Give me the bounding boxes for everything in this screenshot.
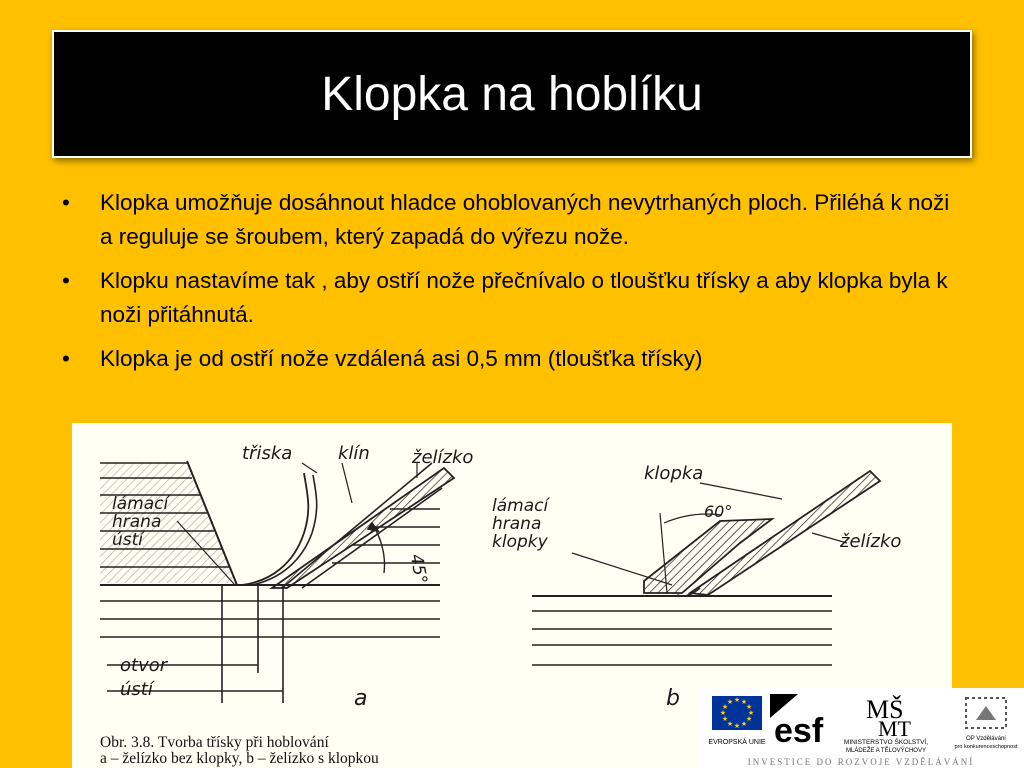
svg-text:★: ★ xyxy=(740,699,748,706)
logos-drawing xyxy=(698,688,1024,756)
svg-text:★: ★ xyxy=(733,697,741,704)
label-lamaci-a-3: ústí xyxy=(112,530,144,550)
label-zelizko-b: želízko xyxy=(840,531,902,552)
svg-text:★: ★ xyxy=(733,723,741,730)
msmt-line1: MINISTERSTVO ŠKOLSTVÍ, xyxy=(843,739,929,746)
esf-logo-icon xyxy=(770,694,828,750)
bullet-list xyxy=(62,186,962,386)
svg-text:★: ★ xyxy=(726,699,734,706)
svg-text:MT: MT xyxy=(878,716,911,741)
label-lamaci-b-1: lámací xyxy=(492,496,549,516)
footer-strip: INVESTICE DO ROZVOJE VZDĚLÁVÁNÍ xyxy=(698,756,1024,768)
slide-title: Klopka na hoblíku xyxy=(321,67,703,121)
label-triska-a: třiska xyxy=(242,443,293,464)
label-lamaci-b-2: hrana xyxy=(492,514,542,534)
svg-text:★: ★ xyxy=(721,716,729,723)
label-klopka-b: klopka xyxy=(644,463,704,484)
bullet-item xyxy=(62,264,962,332)
op-line2: pro konkurenceschopnost xyxy=(954,744,1018,750)
svg-text:★: ★ xyxy=(719,710,727,717)
label-lamaci-a-1: lámací xyxy=(112,494,169,514)
label-zelizko-a: želízko xyxy=(412,447,474,468)
panel-letter-a: a xyxy=(354,686,368,711)
bullet-text: Klopka umožňuje dosáhnout hladce ohoblovaných nevytrhaných ploch. Přiléhá k noži a reguluje se šroubem, který zapadá do výřezu nože. xyxy=(100,190,950,249)
svg-text:★: ★ xyxy=(745,716,753,723)
svg-text:★: ★ xyxy=(740,721,748,728)
eu-label: EVROPSKÁ UNIE xyxy=(708,739,766,746)
op-line1: OP Vzdělávání xyxy=(966,736,1006,742)
svg-text:★: ★ xyxy=(745,704,753,711)
svg-text:★: ★ xyxy=(747,710,755,717)
svg-text:★: ★ xyxy=(721,704,729,711)
panel-letter-b: b xyxy=(666,686,680,711)
msmt-line2: MLÁDEŽE A TĚLOVÝCHOVY xyxy=(846,748,926,754)
eu-flag-icon xyxy=(712,696,762,730)
svg-text:★: ★ xyxy=(726,721,734,728)
bullet-text: Klopku nastavíme tak , aby ostří nože přečnívalo o tloušťku třísky a aby klopka byla k noži přitáhnutá. xyxy=(100,268,948,327)
label-klin-a: klín xyxy=(338,443,370,464)
bullet-item xyxy=(62,342,962,376)
label-angle-a: 45° xyxy=(405,552,431,586)
bullet-dot: • xyxy=(62,268,70,293)
bullet-dot: • xyxy=(62,190,70,215)
bullet-dot: • xyxy=(62,346,70,371)
label-lamaci-a-2: hrana xyxy=(112,512,162,532)
label-usti: ústí xyxy=(120,679,153,700)
bullet-item xyxy=(62,186,962,254)
label-otvor: otvor xyxy=(120,655,168,676)
panel-b-drawing xyxy=(532,471,880,665)
figure-caption-line2: a – želízko bez klopky, b – želízko s klopkou xyxy=(100,750,379,767)
label-angle-b: 60° xyxy=(704,502,733,521)
title-box xyxy=(52,30,972,158)
bullet-text: Klopka je od ostří nože vzdálená asi 0,5 mm (tloušťka třísky) xyxy=(100,346,703,371)
esf-text: esf xyxy=(774,712,824,750)
svg-text:MŠ: MŠ xyxy=(866,695,904,724)
figure-caption-line1: Obr. 3.8. Tvorba třísky při hoblování xyxy=(100,734,329,751)
msmt-logo-icon xyxy=(866,695,912,741)
op-logo-icon xyxy=(966,698,1006,728)
label-lamaci-b-3: klopky xyxy=(492,532,548,552)
